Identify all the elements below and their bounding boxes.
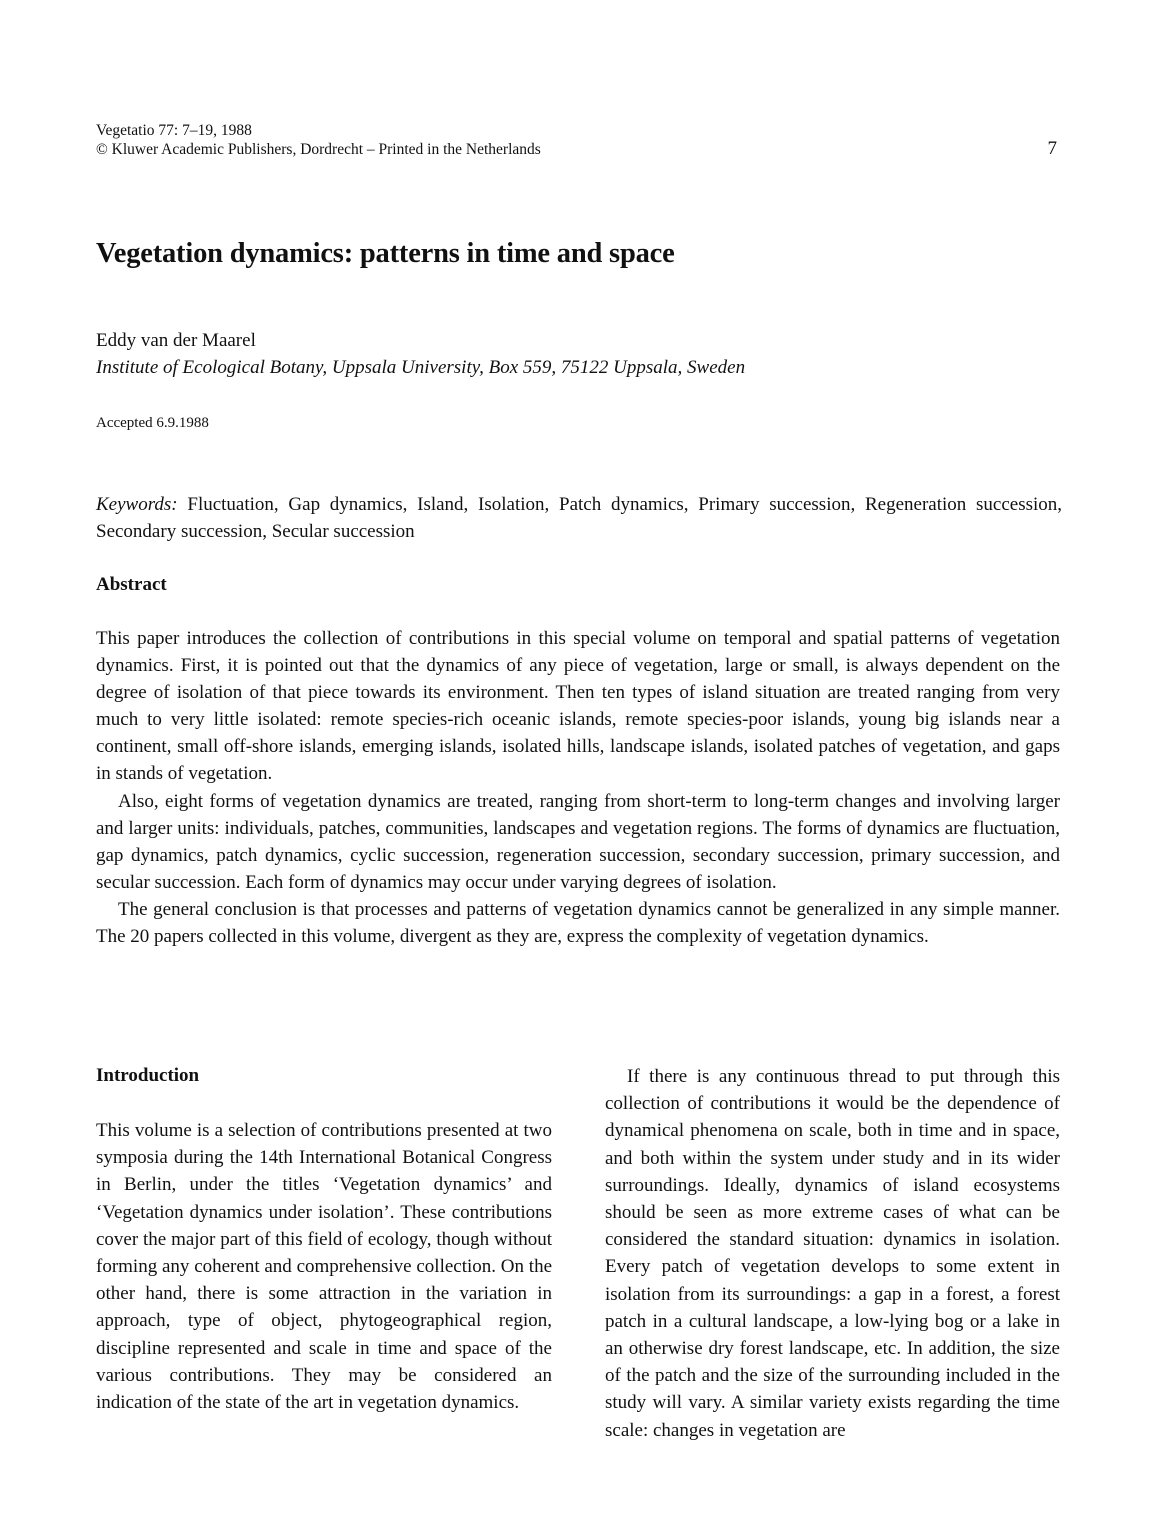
abstract-paragraph: The general conclusion is that processes and patterns of vegetation dynamics cannot be generalized in any simple manner. The 20 papers collected in this volume, divergent as they are, express the complexity of vegetation dynamics.	[96, 898, 1060, 948]
keywords-label: Keywords:	[96, 494, 178, 515]
page-number: 7	[1047, 138, 1057, 159]
introduction-heading: Introduction	[96, 1065, 200, 1086]
left-column	[96, 1117, 552, 1416]
right-column	[605, 1063, 1060, 1444]
introduction-paragraph: If there is any continuous thread to put through this collection of contributions it would be the dependence of dynamical phenomena on scale, both in time and in space, and both within the system under study and in its wider surroundings. Ideally, dynamics of island ecosystems should be seen as more extreme cases of what can be considered the standard situation: dynamics in isolation. Every patch of vegetation develops to some extent in isolation from its surroundings: a gap in a forest, a forest patch in a cultural landscape, a low-lying bog or a lake in an otherwise dry forest landscape, etc. In addition, the size of the patch and the size of the surrounding included in the study will vary. A similar variety exists regarding the time scale: changes in vegetation are	[605, 1066, 1060, 1441]
running-header	[96, 121, 541, 159]
abstract-paragraph: Also, eight forms of vegetation dynamics are treated, ranging from short-term to long-term changes and involving larger and larger units: individuals, patches, communities, landscapes and vegetation regions. The forms of dynamics are fluctuation, gap dynamics, patch dynamics, cyclic succession, regeneration succession, secondary succession, primary succession, and secular succession. Each form of dynamics may occur under varying degrees of isolation.	[96, 790, 1060, 893]
abstract-paragraph: This paper introduces the collection of contributions in this special volume on temporal and spatial patterns of vegetation dynamics. First, it is pointed out that the dynamics of any piece of vegetation, large or small, is always dependent on the degree of isolation of that piece towards its environment. Then ten types of island situation are treated ranging from very much to very little isolated: remote species-rich oceanic islands, remote species-poor islands, young big islands near a continent, small off-shore islands, emerging islands, isolated hills, landscape islands, isolated patches of vegetation, and gaps in stands of vegetation.	[96, 628, 1060, 785]
accepted-date: Accepted 6.9.1988	[96, 415, 209, 431]
author-affiliation: Institute of Ecological Botany, Uppsala University, Box 559, 75122 Uppsala, Sweden	[96, 357, 746, 378]
introduction-paragraph: This volume is a selection of contributions presented at two symposia during the 14th International Botanical Congress in Berlin, under the titles ‘Vegetation dynamics’ and ‘Vegetation dynamics under isolation’. These contributions cover the major part of this field of ecology, though without forming any coherent and comprehensive collection. On the other hand, there is some attraction in the variation in approach, type of object, phytogeographical region, discipline represented and scale in time and space of the various contributions. They may be considered an indication of the state of the art in vegetation dynamics.	[96, 1120, 552, 1414]
publisher-line: © Kluwer Academic Publishers, Dordrecht – Printed in the Netherlands	[96, 141, 541, 158]
journal-citation: Vegetatio 77: 7–19, 1988	[96, 122, 252, 139]
article-title: Vegetation dynamics: patterns in time and space	[96, 238, 675, 269]
abstract-heading: Abstract	[96, 574, 167, 595]
abstract-body	[96, 625, 1060, 950]
keywords	[96, 491, 1062, 545]
keywords-list: Fluctuation, Gap dynamics, Island, Isolation, Patch dynamics, Primary succession, Regeneration succession, Secondary succession, Secular succession	[96, 494, 1063, 542]
author-name: Eddy van der Maarel	[96, 330, 256, 351]
